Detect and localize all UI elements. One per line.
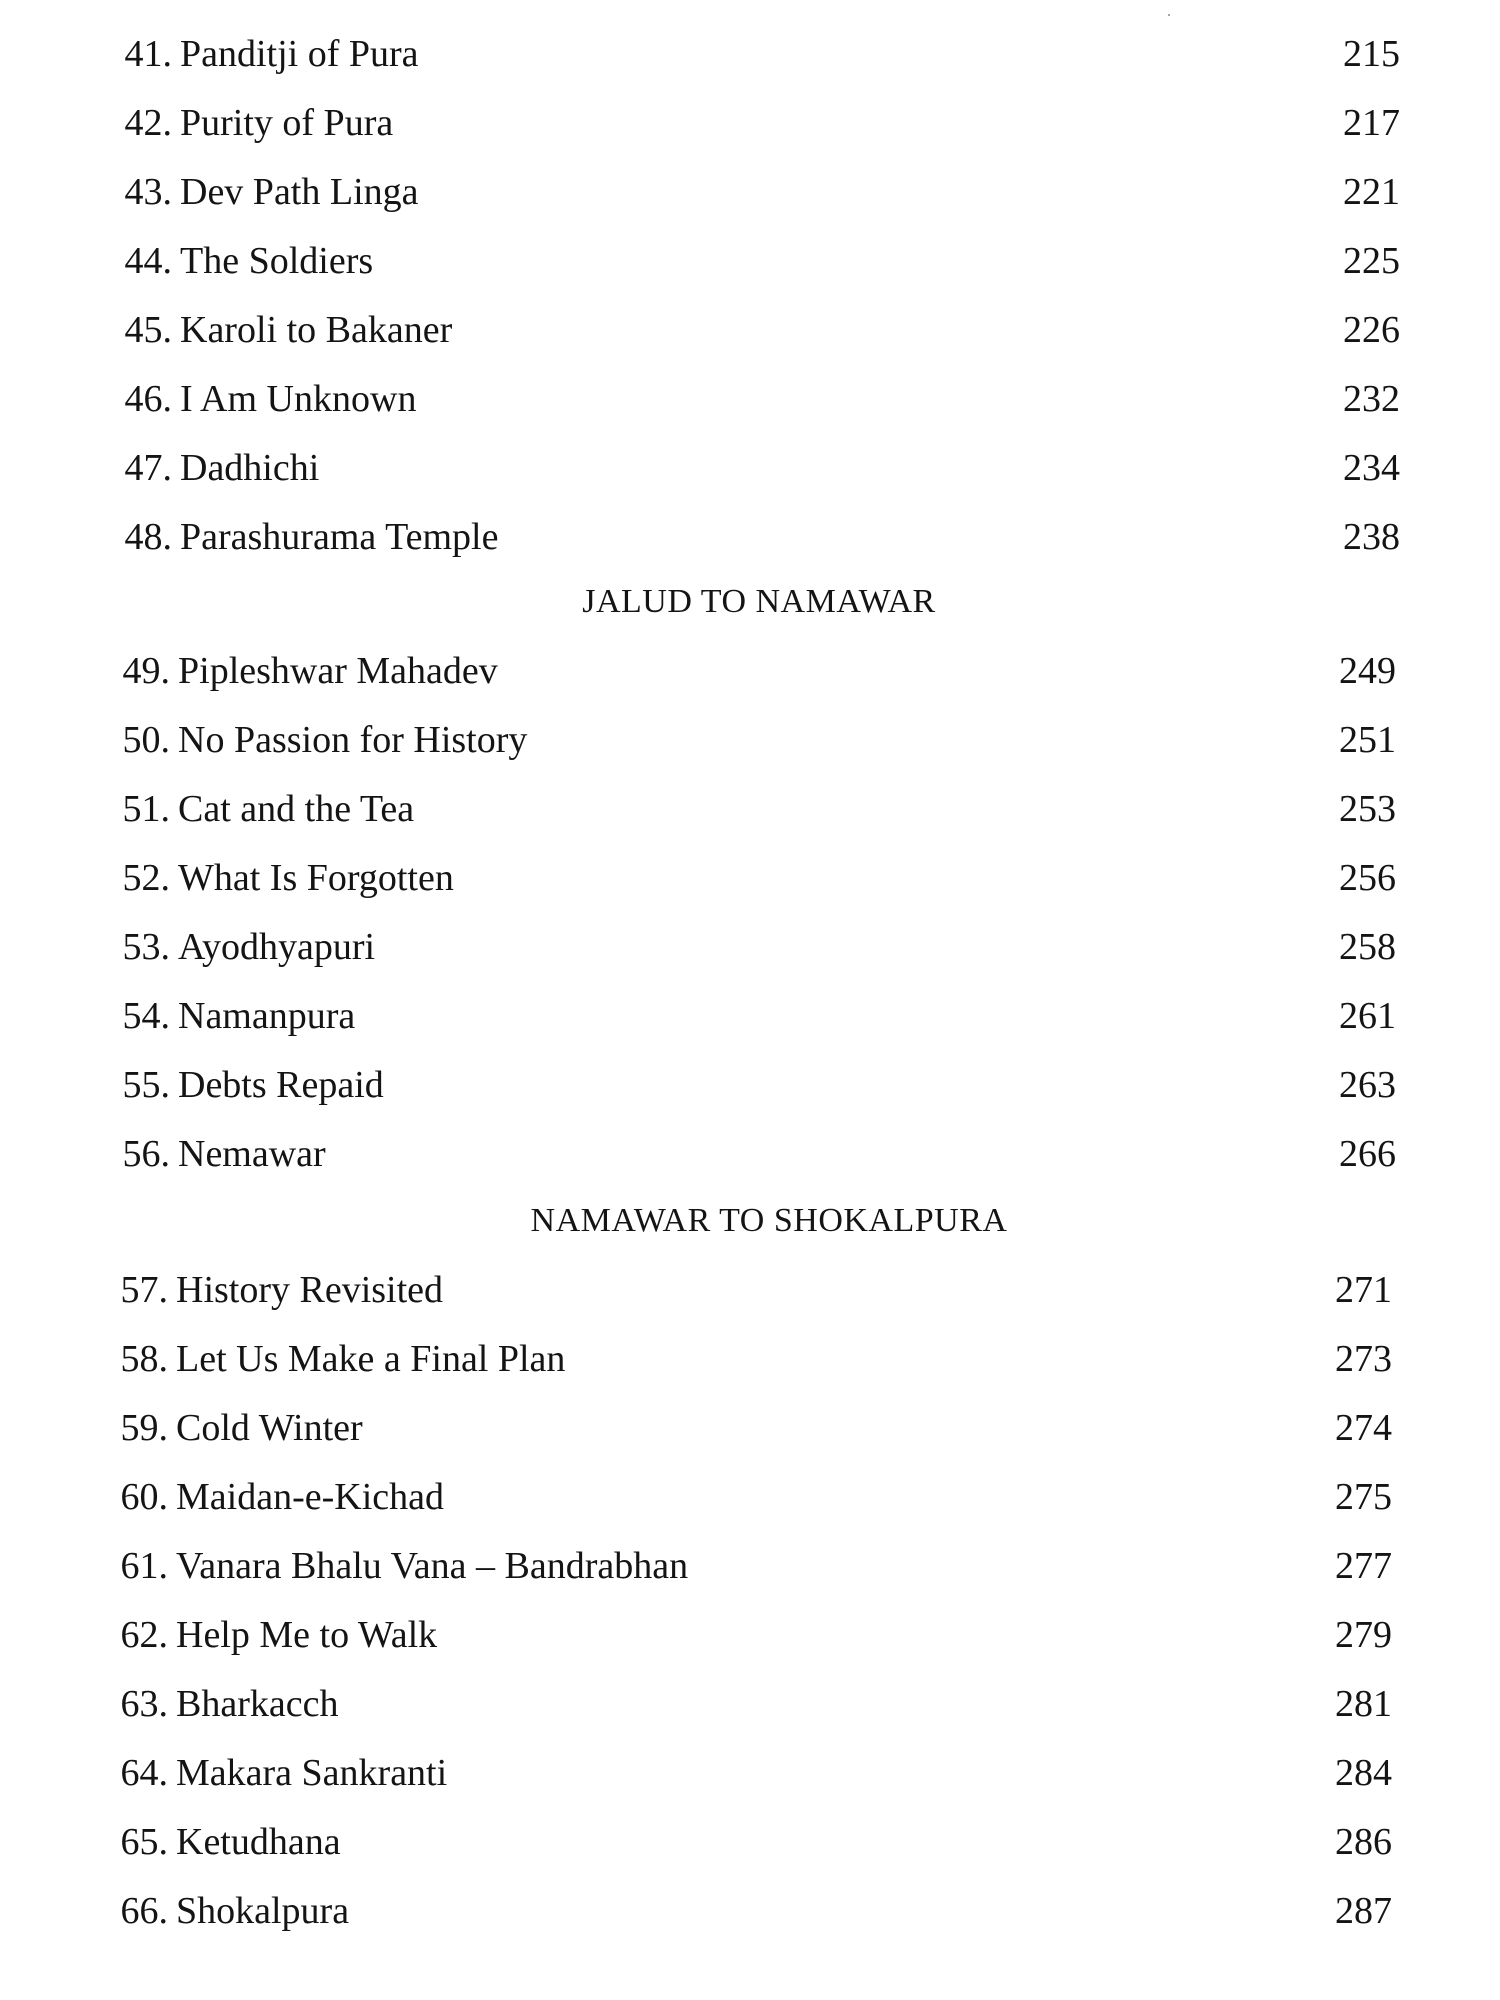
- entry-page: 226: [1343, 309, 1400, 351]
- toc-entry-46: [92, 369, 1400, 429]
- entry-page: 287: [1335, 1890, 1392, 1932]
- toc-entry-59: [88, 1398, 1396, 1458]
- entry-number: 65.: [120, 1821, 168, 1863]
- entry-page: 225: [1343, 240, 1400, 282]
- entry-title: Bharkacch: [176, 1683, 339, 1725]
- toc-entry-55: [90, 1055, 1398, 1115]
- entry-number: 66.: [120, 1890, 168, 1932]
- entry-title: Panditji of Pura: [180, 33, 419, 75]
- entry-title: Shokalpura: [176, 1890, 350, 1932]
- entry-number: 57.: [120, 1269, 168, 1311]
- toc-entry-58: [88, 1329, 1396, 1389]
- entry-title: Vanara Bhalu Vana – Bandrabhan: [176, 1545, 689, 1587]
- entry-number: 62.: [120, 1614, 168, 1656]
- entry-number: 45.: [124, 309, 172, 351]
- entry-title: What Is Forgotten: [178, 857, 454, 899]
- entry-number: 55.: [122, 1064, 170, 1106]
- scan-speck: [1168, 14, 1170, 16]
- entry-title: Karoli to Bakaner: [180, 309, 453, 351]
- entry-title: Nemawar: [178, 1133, 326, 1175]
- entry-page: 258: [1339, 926, 1396, 968]
- entry-page: 217: [1343, 102, 1400, 144]
- toc-entry-53: [90, 917, 1398, 977]
- entry-number: 51.: [122, 788, 170, 830]
- entry-title: Let Us Make a Final Plan: [176, 1338, 566, 1380]
- toc-entry-66: [88, 1881, 1396, 1941]
- entry-page: 256: [1339, 857, 1396, 899]
- entry-page: 286: [1335, 1821, 1392, 1863]
- toc-entry-65: [88, 1812, 1396, 1872]
- toc-entry-61: [88, 1536, 1396, 1596]
- toc-entry-47: [92, 438, 1400, 498]
- entry-page: 281: [1335, 1683, 1392, 1725]
- entry-title: Cold Winter: [176, 1407, 363, 1449]
- entry-page: 249: [1339, 650, 1396, 692]
- entry-number: 46.: [124, 378, 172, 420]
- entry-number: 43.: [124, 171, 172, 213]
- entry-number: 50.: [122, 719, 170, 761]
- entry-page: 221: [1343, 171, 1400, 213]
- entry-number: 44.: [124, 240, 172, 282]
- toc-entry-57: [88, 1260, 1396, 1320]
- entry-page: 232: [1343, 378, 1400, 420]
- toc-entry-49: [90, 641, 1398, 701]
- entry-number: 58.: [120, 1338, 168, 1380]
- toc-entry-60: [88, 1467, 1396, 1527]
- entry-number: 64.: [120, 1752, 168, 1794]
- toc-entry-51: [90, 779, 1398, 839]
- toc-entry-48: [92, 507, 1400, 567]
- entry-title: Ayodhyapuri: [178, 926, 376, 968]
- entry-number: 63.: [120, 1683, 168, 1725]
- entry-title: Debts Repaid: [178, 1064, 384, 1106]
- entry-page: 274: [1335, 1407, 1392, 1449]
- toc-entry-44: [92, 231, 1400, 291]
- entry-page: 261: [1339, 995, 1396, 1037]
- entry-title: Ketudhana: [176, 1821, 341, 1863]
- entry-number: 56.: [122, 1133, 170, 1175]
- toc-entry-54: [90, 986, 1398, 1046]
- entry-title: Pipleshwar Mahadev: [178, 650, 498, 692]
- toc-entry-62: [88, 1605, 1396, 1665]
- entry-number: 59.: [120, 1407, 168, 1449]
- entry-number: 49.: [122, 650, 170, 692]
- section-heading-jalud-to-namawar: JALUD TO NAMAWAR: [582, 583, 936, 620]
- toc-entry-43: [92, 162, 1400, 222]
- entry-page: 275: [1335, 1476, 1392, 1518]
- entry-number: 53.: [122, 926, 170, 968]
- entry-page: 263: [1339, 1064, 1396, 1106]
- entry-title: No Passion for History: [178, 719, 528, 761]
- entry-page: 253: [1339, 788, 1396, 830]
- entry-title: Makara Sankranti: [176, 1752, 448, 1794]
- toc-entry-50: [90, 710, 1398, 770]
- toc-entry-41: [92, 24, 1400, 84]
- entry-title: Maidan-e-Kichad: [176, 1476, 444, 1518]
- toc-entry-63: [88, 1674, 1396, 1734]
- entry-page: 273: [1335, 1338, 1392, 1380]
- toc-entry-52: [90, 848, 1398, 908]
- entry-title: I Am Unknown: [180, 378, 417, 420]
- entry-page: 266: [1339, 1133, 1396, 1175]
- toc-entry-56: [90, 1124, 1398, 1184]
- entry-page: 271: [1335, 1269, 1392, 1311]
- entry-page: 251: [1339, 719, 1396, 761]
- entry-title: Cat and the Tea: [178, 788, 415, 830]
- entry-number: 52.: [122, 857, 170, 899]
- entry-number: 60.: [120, 1476, 168, 1518]
- entry-title: Help Me to Walk: [176, 1614, 438, 1656]
- entry-title: The Soldiers: [180, 240, 374, 282]
- entry-title: Purity of Pura: [180, 102, 394, 144]
- entry-page: 277: [1335, 1545, 1392, 1587]
- entry-title: Dadhichi: [180, 447, 320, 489]
- toc-entry-64: [88, 1743, 1396, 1803]
- section-heading-namawar-to-shokalpura: NAMAWAR TO SHOKALPURA: [530, 1202, 1008, 1239]
- entry-page: 284: [1335, 1752, 1392, 1794]
- entry-number: 61.: [120, 1545, 168, 1587]
- toc-entry-45: [92, 300, 1400, 360]
- toc-entry-42: [92, 93, 1400, 153]
- entry-title: Dev Path Linga: [180, 171, 419, 213]
- entry-title: Namanpura: [178, 995, 356, 1037]
- entry-number: 48.: [124, 516, 172, 558]
- entry-number: 54.: [122, 995, 170, 1037]
- entry-page: 234: [1343, 447, 1400, 489]
- entry-title: Parashurama Temple: [180, 516, 499, 558]
- entry-page: 238: [1343, 516, 1400, 558]
- entry-number: 42.: [124, 102, 172, 144]
- entry-title: History Revisited: [176, 1269, 444, 1311]
- entry-number: 41.: [124, 33, 172, 75]
- entry-number: 47.: [124, 447, 172, 489]
- entry-page: 279: [1335, 1614, 1392, 1656]
- entry-page: 215: [1343, 33, 1400, 75]
